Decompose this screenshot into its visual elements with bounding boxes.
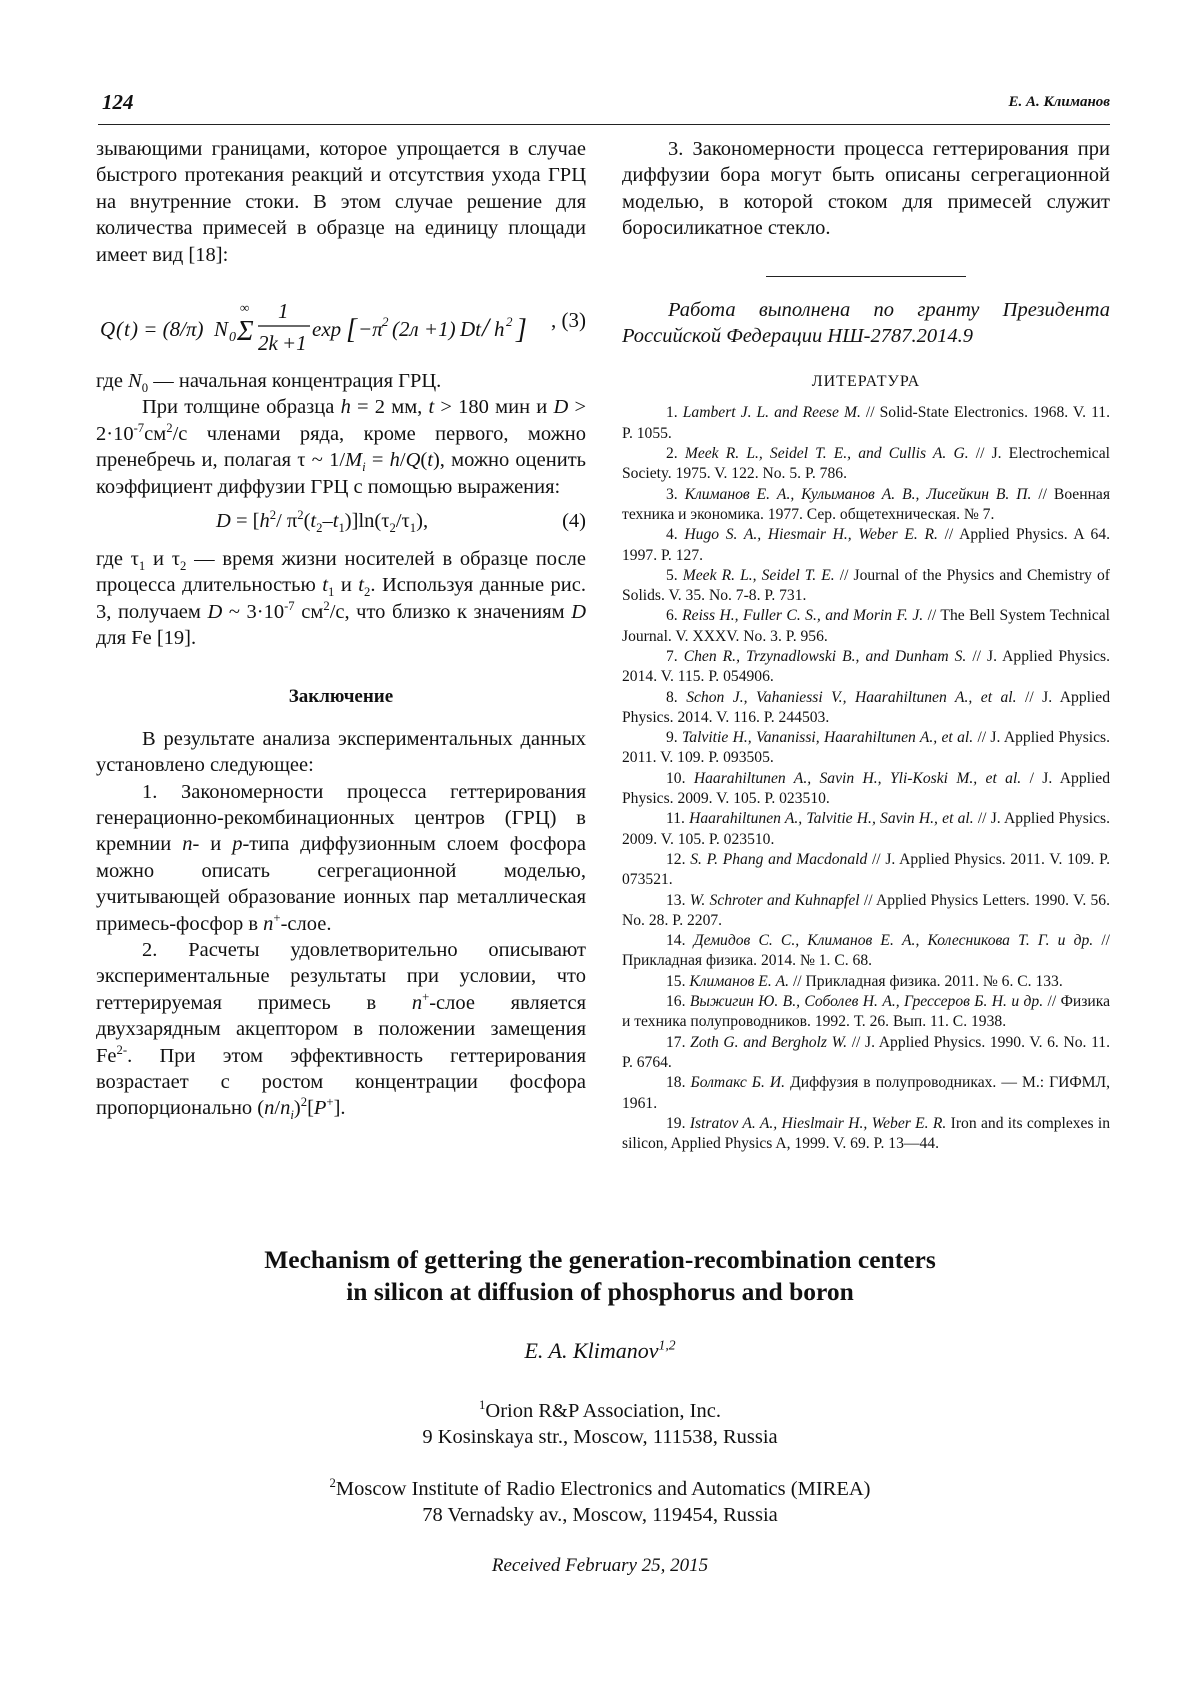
paragraph-n0: где $N_0$ — начальная концентрация ГРЦ.	[96, 370, 442, 396]
left-column	[96, 136, 586, 1122]
reference-item: 19. Istratov A. A., Hieslmair H., Weber E. R. Iron and its complexes in silicon, Applied Physics A, 1999. V. 69. P. 13—44.	[622, 1114, 1111, 1153]
equation-3-number: , (3)	[551, 308, 586, 333]
author-affiliation-marks: 1,2	[658, 1337, 676, 1353]
conclusion-intro: В результате анализа экспериментальных данных установлено следующее:	[96, 727, 586, 777]
svg-text:1: 1	[278, 299, 289, 324]
reference-item: 12. S. P. Phang and Macdonald // J. Applied Physics. 2011. V. 109. P. 073521.	[622, 850, 1110, 889]
reference-item: 11. Haarahiltunen A., Talvitie H., Savin H., et al. // J. Applied Physics. 2009. V. 105. P. 023510.	[622, 810, 1110, 848]
svg-text:2: 2	[506, 314, 513, 330]
affiliation-1: $^1$Orion R&P Association, Inc. 9 Kosinskaya str., Moscow, 111538, Russia	[422, 1398, 778, 1448]
running-header	[98, 88, 1110, 125]
svg-text:t: t	[124, 317, 130, 342]
conclusion-item-2: 2. Расчеты удовлетворительно описывают экспериментальные результаты при условии, что геттерируемая примесь в n+-слое является двухзарядным акцептором в положении замещения $Fe^{2-}$. При этом эффективность геттерирования возрастает с ростом концентрации фосфора пропорционально $(n/n_i)^2[P^+]$.	[96, 938, 586, 1123]
conclusion-item-1: 1. Закономерности процесса геттерирования генерационно-рекомбинационных центров (ГРЦ) в кремнии n- и p-типа диффузионным слоем фосфора можно описать сегрегационной моделью, учитывающей образование ионных пар металлическая примесь-фосфор в n+-слое.	[96, 780, 586, 935]
reference-item: 16. Выжигин Ю. В., Соболев Н. А., Грессеров Б. Н. и др. // Физика и техника полупроводников. 1992. Т. 26. Вып. 11. С. 1938.	[622, 993, 1110, 1031]
english-author: E. A. Klimanov$^{1,2}$	[524, 1337, 676, 1363]
references-list	[622, 403, 1110, 1154]
reference-item: 10. Haarahiltunen A., Savin H., Yli-Koski M., et al. / J. Applied Physics. 2009. V. 105. P. 023510.	[622, 769, 1111, 808]
svg-text:∞: ∞	[240, 300, 250, 316]
reference-item: 13. W. Schroter and Kuhnapfel // Applied Physics Letters. 1990. V. 56. No. 28. P. 2207.	[622, 891, 1111, 929]
conclusion-item-3: 3. Закономерности процесса геттерирования при диффузии бора могут быть описаны сегрегационной моделью, в которой стоком для примесей служит боросиликатное стекло.	[622, 138, 1110, 240]
reference-item: 4. Hugo S. A., Hiesmair H., Weber E. R. // Applied Physics. A 64. 1997. P. 127.	[622, 526, 1111, 564]
svg-text:exp: exp	[312, 317, 342, 342]
svg-text:0: 0	[229, 330, 236, 346]
svg-text:/: /	[482, 313, 490, 343]
reference-item: 9. Talvitie H., Vananissi, Haarahiltunen A., et al. // J. Applied Physics. 2011. V. 109. P. 093505.	[622, 729, 1110, 767]
svg-text:Dt: Dt	[460, 317, 481, 342]
svg-text:Q: Q	[100, 317, 116, 342]
reference-item: 7. Chen R., Trzynadlowski B., and Dunham S. // J. Applied Physics. 2014. V. 115. P. 054906.	[622, 648, 1110, 686]
svg-text:N: N	[214, 317, 229, 342]
equation-3-formula	[100, 296, 570, 366]
reference-item: 8. Schon J., Vahaniessi V., Haarahiltunen A., et al. // J. Applied Physics. 2014. V. 116. P. 244503.	[622, 688, 1110, 726]
reference-item: 5. Meek R. L., Seidel T. E. // Journal of the Physics and Chemistry of Solids. V. 35. No. 7-8. P. 731.	[622, 566, 1111, 605]
reference-item: 6. Reiss H., Fuller C. S., and Morin F. J. // The Bell System Technical Journal. V. XXXV. No. 3. P. 956.	[622, 607, 1111, 645]
english-title-line-1: Mechanism of gettering the generation-recombination centers	[264, 1245, 936, 1274]
svg-text:Σ: Σ	[237, 316, 254, 348]
affiliation-2: $^2$Moscow Institute of Radio Electronics and Automatics (MIREA) 78 Vernadsky av., Moscow, 119454, Russia	[329, 1476, 871, 1526]
svg-text:]: ]	[516, 314, 527, 346]
separator-rule	[766, 276, 966, 277]
reference-item: 15. Климанов Е. А. // Прикладная физика. 2011. № 6. С. 133.	[666, 972, 1063, 990]
reference-item: 14. Демидов С. С., Климанов Е. А., Колесникова Т. Г. и др. // Прикладная физика. 2014. № 1. С. 68.	[622, 932, 1110, 970]
equation-4	[96, 500, 586, 546]
section-title-conclusion: Заключение	[288, 685, 394, 707]
reference-item: 2. Meek R. L., Seidel T. E., and Cullis A. G. // J. Electrochemical Society. 1975. V. 122. No. 5. P. 786.	[622, 445, 1110, 483]
paragraph-intro: зывающими границами, которое упрощается в случае быстрого протекания реакций и отсутствия ухода ГРЦ на внутренние стоки. В этом случае решение для количества примесей в образце на единицу площади имеет вид [18]:	[96, 138, 586, 266]
svg-text:) = (8/π): ) = (8/π)	[131, 317, 204, 342]
svg-text:(2л +1): (2л +1)	[392, 317, 456, 342]
svg-text:−π: −π	[358, 317, 383, 342]
paragraph-lifetime: где $\tau_1$ и $\tau_2$ — время жизни носителей в образце после процесса длительностью $t_1$ и $t_2$. Используя данные рис. 3, получаем D ~ $3\cdot 10^{-7}$ $см^2/с$, что близко к значениям D для Fe [19].	[96, 548, 586, 650]
svg-text:+1: +1	[282, 331, 307, 356]
svg-text:h: h	[494, 317, 505, 342]
equation-3	[96, 274, 586, 358]
references-title: ЛИТЕРАТУРА	[811, 373, 921, 391]
grant-note: Работа выполнена по гранту Президента Российской Федерации НШ-2787.2014.9	[622, 298, 1110, 348]
svg-text:2: 2	[382, 314, 389, 330]
received-date: Received February 25, 2015	[491, 1555, 709, 1576]
svg-text:[: [	[346, 314, 357, 346]
header-author: Е. А. Климанов	[1008, 94, 1110, 110]
svg-text:(: (	[116, 317, 123, 342]
reference-item: 1. Lambert J. L. and Reese M. // Solid-State Electronics. 1968. V. 11. P. 1055.	[622, 404, 1111, 442]
equation-4-formula: $D = [h^2/$ $\pi^2(t_2-t_1)]\ln(\tau_2/\tau_1)$,	[216, 508, 429, 536]
equation-4-number: (4)	[562, 510, 586, 533]
reference-item: 18. Болтакс Б. И. Диффузия в полупроводниках. — М.: ГИФМЛ, 1961.	[622, 1074, 1111, 1112]
page-number: 124	[102, 90, 134, 114]
svg-text:2k: 2k	[258, 331, 278, 356]
paragraph-thickness: При толщине образца h = 2 мм, t > 180 мин и $D > 2\cdot 10^{-7}см^2/с$ членами ряда, кроме первого, можно пренебречь и, полагая τ ~ $1/M_i = h/Q(t)$, можно оценить коэффициент диффузии ГРЦ с помощью выражения:	[96, 396, 587, 498]
right-column	[622, 136, 1110, 1154]
reference-item: 3. Климанов Е. А., Кулыманов А. В., Лисейкин В. П. // Военная техника и экономика. 1977. Сер. общетехническая. № 7.	[622, 485, 1111, 523]
reference-item: 17. Zoth G. and Bergholz W. // J. Applied Physics. 1990. V. 6. No. 11. P. 6764.	[622, 1033, 1110, 1071]
english-title	[0, 1244, 1200, 1308]
english-title-line-2: in silicon at diffusion of phosphorus and boron	[346, 1277, 854, 1306]
